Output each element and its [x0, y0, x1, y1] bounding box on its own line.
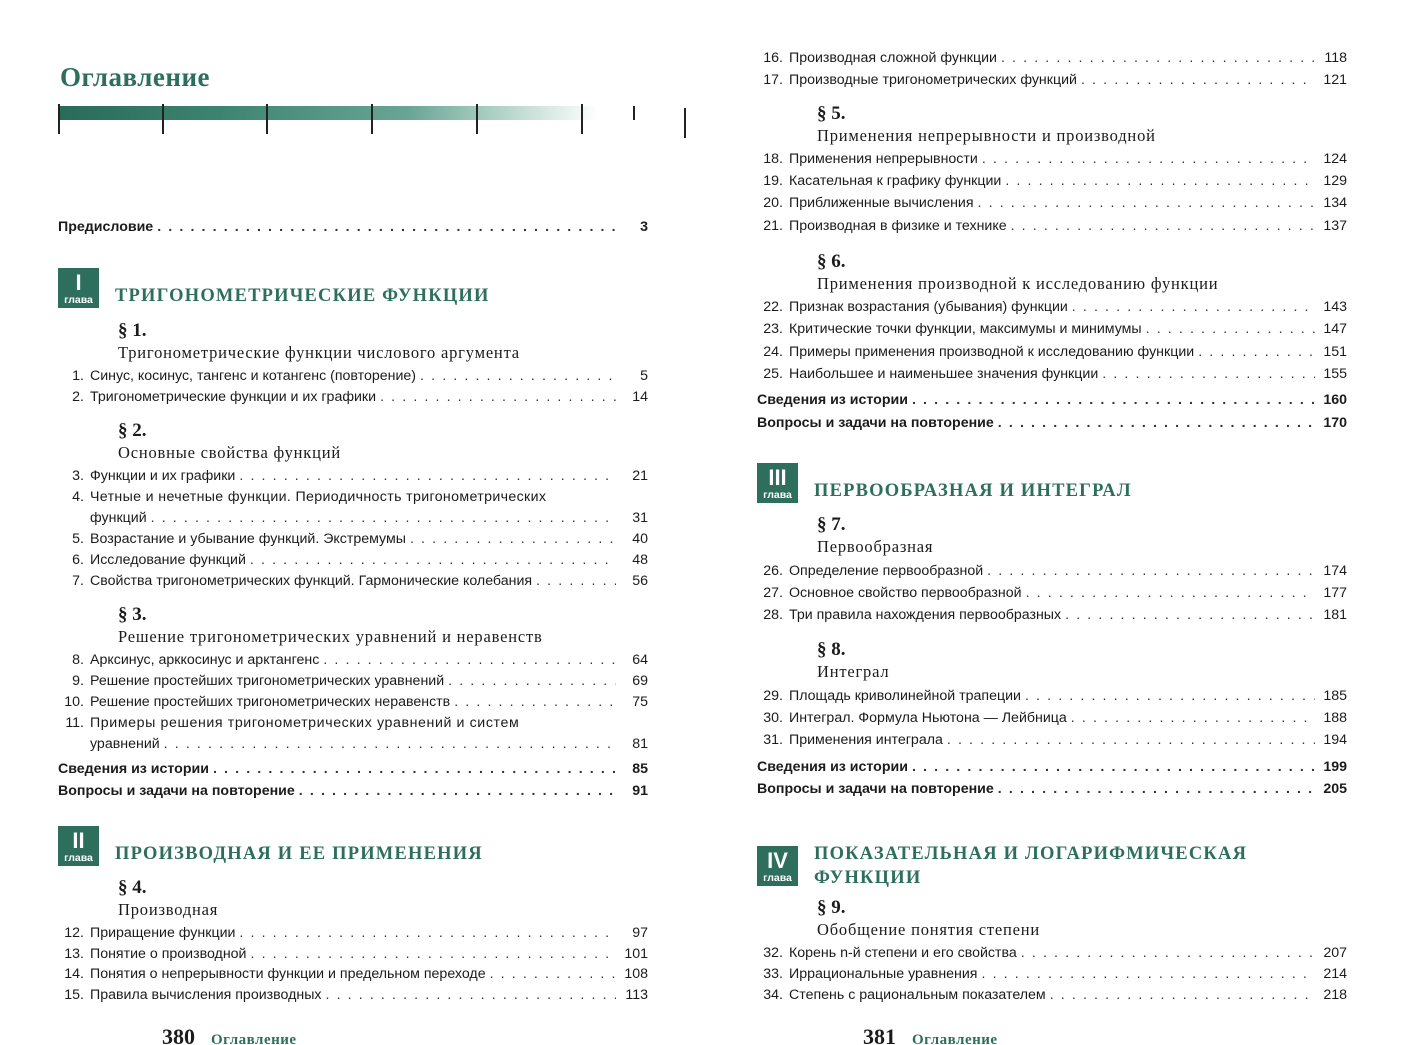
ruler-tick: [58, 104, 60, 134]
chapter-title: ТРИГОНОМЕТРИЧЕСКИЕ ФУНКЦИИ: [115, 286, 490, 306]
toc-entry[interactable]: 14. Понятия о непрерывности функции и предельном переходе . . . 108: [58, 964, 648, 984]
section-4-heading: § 4. Производная: [118, 877, 219, 919]
toc-entry-preface[interactable]: Предисловие . . . 3: [58, 217, 648, 237]
toc-entry[interactable]: 6. Исследование функций . . . 48: [58, 550, 648, 570]
toc-entry[interactable]: 5. Возрастание и убывание функций. Экстремумы . . . 40: [58, 529, 648, 549]
ruler-tick: [581, 104, 583, 134]
chapter-3-heading[interactable]: [757, 463, 1132, 503]
toc-entry[interactable]: 17. Производные тригонометрических функций . . . 121: [757, 70, 1347, 90]
ruler-tick: [476, 104, 478, 134]
toc-entry[interactable]: 11. Примеры решения тригонометрических уравнений и систем: [65, 715, 520, 731]
chapter-badge: II глава: [58, 826, 99, 866]
section-2-heading: § 2. Основные свойства функций: [118, 420, 341, 462]
toc-entry[interactable]: 9. Решение простейших тригонометрических уравнений . . . 69: [58, 671, 648, 691]
toc-entry[interactable]: 3. Функции и их графики . . . 21: [58, 466, 648, 486]
toc-entry[interactable]: 28. Три правила нахождения первообразных . . . 181: [757, 605, 1347, 625]
toc-entry[interactable]: 33. Иррациональные уравнения . . . 214: [757, 964, 1347, 984]
toc-entry[interactable]: 1. Синус, косинус, тангенс и котангенс (повторение) . . . 5: [58, 366, 648, 386]
toc-entry[interactable]: 25. Наибольшее и наименьшее значения функции . . . 155: [757, 364, 1347, 384]
page-footer: [863, 1024, 998, 1045]
heading-ruler: [58, 104, 688, 138]
chapter-badge: III глава: [757, 463, 798, 503]
left-page: [58, 0, 648, 1045]
toc-entry[interactable]: 31. Применения интеграла . . . 194: [757, 730, 1347, 750]
toc-entry[interactable]: 22. Признак возрастания (убывания) функции . . . 143: [757, 297, 1347, 317]
toc-entry-history[interactable]: Сведения из истории . . . 160: [757, 390, 1347, 410]
toc-entry-review[interactable]: Вопросы и задачи на повторение . . . 170: [757, 413, 1347, 433]
toc-entry[interactable]: 20. Приближенные вычисления . . . 134: [757, 193, 1347, 213]
toc-entry[interactable]: 27. Основное свойство первообразной . . . 177: [757, 583, 1347, 603]
ruler-tick: [162, 104, 164, 134]
ruler-tick: [684, 108, 686, 138]
toc-entry[interactable]: 30. Интеграл. Формула Ньютона — Лейбница . . . 188: [757, 708, 1347, 728]
toc-entry[interactable]: 18. Применения непрерывности . . . 124: [757, 149, 1347, 169]
toc-entry[interactable]: 19. Касательная к графику функции . . . 129: [757, 171, 1347, 191]
toc-entry[interactable]: 15. Правила вычисления производных . . . 113: [58, 985, 648, 1005]
ruler-tick: [633, 106, 635, 120]
toc-entry[interactable]: 7. Свойства тригонометрических функций. Гармонические колебания . . . 56: [58, 571, 648, 591]
page-number: 381: [863, 1024, 896, 1045]
toc-entry[interactable]: 8. Арксинус, арккосинус и арктангенс . . . 64: [58, 650, 648, 670]
running-title: Оглавление: [912, 1032, 998, 1045]
toc-entry[interactable]: 34. Степень с рациональным показателем . . . 218: [757, 985, 1347, 1005]
chapter-badge: IV глава: [757, 846, 798, 886]
toc-entry[interactable]: 4. Четные и нечетные функции. Периодичность тригонометрических: [72, 489, 547, 505]
heading-gradient-bar: [58, 106, 598, 120]
chapter-badge: I глава: [58, 268, 99, 308]
section-7-heading: § 7. Первообразная: [817, 514, 934, 556]
section-6-heading: § 6. Применения производной к исследованию функции: [817, 251, 1219, 293]
chapter-1-heading[interactable]: [58, 268, 490, 308]
toc-entry[interactable]: 24. Примеры применения производной к исследованию функции . . . 151: [757, 342, 1347, 362]
toc-entry[interactable]: 26. Определение первообразной . . . 174: [757, 561, 1347, 581]
chapter-title: ПОКАЗАТЕЛЬНАЯ И ЛОГАРИФМИЧЕСКАЯ ФУНКЦИИ: [814, 844, 1248, 888]
toc-entry-review[interactable]: Вопросы и задачи на повторение . . . 91: [58, 781, 648, 801]
section-5-heading: § 5. Применения непрерывности и производной: [817, 103, 1156, 145]
toc-entry[interactable]: 23. Критические точки функции, максимумы и минимумы . . . 147: [757, 319, 1347, 339]
chapter-title: ПРОИЗВОДНАЯ И ЕЕ ПРИМЕНЕНИЯ: [115, 844, 483, 864]
section-1-heading: § 1. Тригонометрические функции числового аргумента: [118, 320, 520, 362]
chapter-4-heading[interactable]: [757, 842, 1247, 890]
chapter-2-heading[interactable]: [58, 826, 483, 866]
section-9-heading: § 9. Обобщение понятия степени: [817, 897, 1041, 939]
right-page: [757, 0, 1347, 1045]
toc-entry[interactable]: 2. Тригонометрические функции и их графики . . . 14: [58, 387, 648, 407]
page-footer: [162, 1024, 297, 1045]
toc-entry[interactable]: 32. Корень n-й степени и его свойства . . . 207: [757, 943, 1347, 963]
toc-entry[interactable]: 16. Производная сложной функции . . . 118: [757, 48, 1347, 68]
toc-entry[interactable]: 13. Понятие о производной . . . 101: [58, 944, 648, 964]
toc-entry[interactable]: 21. Производная в физике и технике . . . 137: [757, 216, 1347, 236]
toc-entry-continued[interactable]: функций . . . 31: [58, 508, 648, 528]
toc-entry-history[interactable]: Сведения из истории . . . 85: [58, 759, 648, 779]
section-8-heading: § 8. Интеграл: [817, 639, 890, 681]
toc-entry-history[interactable]: Сведения из истории . . . 199: [757, 757, 1347, 777]
page-number: 380: [162, 1024, 195, 1045]
contents-heading: Оглавление: [60, 62, 210, 92]
toc-entry-review[interactable]: Вопросы и задачи на повторение . . . 205: [757, 779, 1347, 799]
toc-entry[interactable]: 29. Площадь криволинейной трапеции . . . 185: [757, 686, 1347, 706]
running-title: Оглавление: [211, 1032, 297, 1045]
ruler-tick: [371, 104, 373, 134]
toc-entry[interactable]: 10. Решение простейших тригонометрических неравенств . . . 75: [58, 692, 648, 712]
toc-entry[interactable]: 12. Приращение функции . . . 97: [58, 923, 648, 943]
toc-entry-continued[interactable]: уравнений . . . 81: [58, 734, 648, 754]
ruler-tick: [266, 104, 268, 134]
section-3-heading: § 3. Решение тригонометрических уравнений и неравенств: [118, 604, 543, 646]
chapter-title: ПЕРВООБРАЗНАЯ И ИНТЕГРАЛ: [814, 481, 1132, 501]
